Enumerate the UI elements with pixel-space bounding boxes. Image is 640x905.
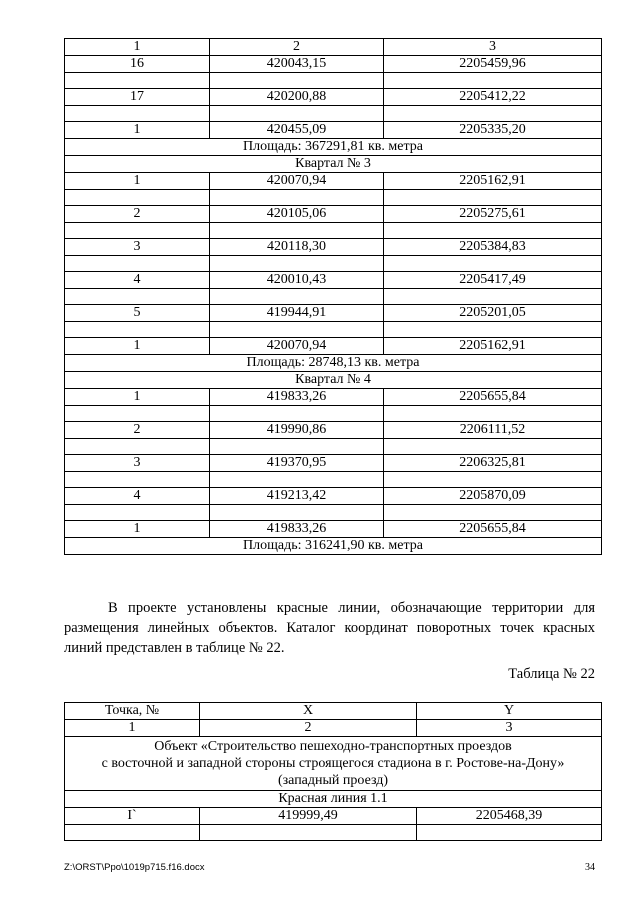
coordinate-y: 2205459,96 (384, 56, 602, 73)
coordinate-x: 420105,06 (210, 206, 384, 223)
section-label: Квартал № 4 (65, 372, 602, 389)
point-number: 1 (65, 122, 210, 139)
table-row (65, 389, 602, 406)
coordinate-y: 2205655,84 (384, 389, 602, 406)
coordinate-x: 419999,49 (200, 808, 417, 825)
header-cell: 1 (65, 39, 210, 56)
coordinate-y: 2205468,39 (417, 808, 602, 825)
table-spacer-row (65, 73, 602, 89)
point-number: 3 (65, 239, 210, 256)
table-row (65, 455, 602, 472)
coordinate-x: 420200,88 (210, 89, 384, 106)
table-section-row (65, 372, 602, 389)
point-number: 4 (65, 272, 210, 289)
point-number: 2 (65, 206, 210, 223)
coordinate-y: 2205275,61 (384, 206, 602, 223)
point-number: 5 (65, 305, 210, 322)
page-number: 34 (585, 862, 595, 873)
section-label: Площадь: 367291,81 кв. метра (65, 139, 602, 156)
table-spacer-row (65, 322, 602, 338)
column-number-row (65, 720, 602, 737)
table-section-row (65, 355, 602, 372)
point-number: 17 (65, 89, 210, 106)
coordinate-x: 420070,94 (210, 173, 384, 190)
point-number: I` (65, 808, 200, 825)
table-spacer-row (65, 223, 602, 239)
document-path: Z:\ORST\Ppo\1019p715.f16.docx (64, 862, 205, 873)
table-spacer-row (65, 289, 602, 305)
table-row (65, 305, 602, 322)
coordinate-x: 419990,86 (210, 422, 384, 439)
table-row (65, 422, 602, 439)
table-spacer-row (65, 106, 602, 122)
table-row (65, 56, 602, 73)
table-spacer-row (65, 190, 602, 206)
table-row (65, 239, 602, 256)
coordinate-x: 420043,15 (210, 56, 384, 73)
coordinate-y: 2205412,22 (384, 89, 602, 106)
point-number: 1 (65, 389, 210, 406)
table-spacer-row (65, 439, 602, 455)
red-lines-paragraph (64, 598, 595, 658)
table-row (65, 206, 602, 223)
point-number: 16 (65, 56, 210, 73)
object-title-line: с восточной и западной стороны строящегося стадиона в г. Ростове-на-Дону» (101, 756, 565, 771)
coordinates-table-body (65, 39, 602, 555)
coordinate-y: 2205655,84 (384, 521, 602, 538)
table-row (65, 173, 602, 190)
table-caption: Таблица № 22 (508, 666, 595, 682)
coordinate-x: 419213,42 (210, 488, 384, 505)
table-spacer-row (65, 825, 602, 841)
object-title-cell (65, 737, 602, 791)
header-cell-y: Y (417, 703, 602, 720)
coordinate-x: 419833,26 (210, 521, 384, 538)
table-row (65, 808, 602, 825)
coordinate-x: 420455,09 (210, 122, 384, 139)
coordinate-x: 419944,91 (210, 305, 384, 322)
table-spacer-row (65, 256, 602, 272)
coordinates-table-kvartals (64, 38, 602, 555)
coordinate-y: 2205870,09 (384, 488, 602, 505)
table-row (65, 338, 602, 355)
coordinate-y: 2205384,83 (384, 239, 602, 256)
section-label: Квартал № 3 (65, 156, 602, 173)
column-header-row (65, 703, 602, 720)
object-row (65, 737, 602, 791)
coordinate-y: 2205201,05 (384, 305, 602, 322)
paragraph-line: размещения линейных объектов. Каталог координат поворотных точек красных (64, 620, 595, 636)
coordinate-x: 419370,95 (210, 455, 384, 472)
coordinate-y: 2206325,81 (384, 455, 602, 472)
coordinate-x: 420070,94 (210, 338, 384, 355)
point-number: 1 (65, 521, 210, 538)
coordinate-x: 419833,26 (210, 389, 384, 406)
table-row (65, 122, 602, 139)
header-cell-point: Точка, № (65, 703, 200, 720)
header-cell: 3 (417, 720, 602, 737)
paragraph-line: линий представлен в таблице № 22. (64, 640, 285, 656)
point-number: 1 (65, 173, 210, 190)
point-number: 3 (65, 455, 210, 472)
table-spacer-row (65, 505, 602, 521)
table-row (65, 89, 602, 106)
paragraph-line: В проекте установлены красные линии, обозначающие территории для (108, 600, 595, 616)
red-line-title: Красная линия 1.1 (65, 791, 602, 808)
coordinate-x: 420010,43 (210, 272, 384, 289)
header-cell: 2 (210, 39, 384, 56)
table-section-row (65, 139, 602, 156)
coordinate-y: 2205335,20 (384, 122, 602, 139)
section-label: Площадь: 28748,13 кв. метра (65, 355, 602, 372)
coordinate-y: 2206111,52 (384, 422, 602, 439)
table-section-row (65, 156, 602, 173)
table-spacer-row (65, 472, 602, 488)
point-number: 2 (65, 422, 210, 439)
header-cell: 2 (200, 720, 417, 737)
table-row (65, 272, 602, 289)
table-row (65, 488, 602, 505)
coordinate-x: 420118,30 (210, 239, 384, 256)
table-section-row (65, 538, 602, 555)
table-header-row (65, 39, 602, 56)
point-number: 1 (65, 338, 210, 355)
header-cell: 1 (65, 720, 200, 737)
header-cell-x: X (200, 703, 417, 720)
coordinate-y: 2205162,91 (384, 338, 602, 355)
red-line-coordinates-table (64, 702, 602, 841)
section-label: Площадь: 316241,90 кв. метра (65, 538, 602, 555)
table-row (65, 521, 602, 538)
coordinate-y: 2205417,49 (384, 272, 602, 289)
header-cell: 3 (384, 39, 602, 56)
object-title-line: (западный проезд) (277, 773, 389, 788)
red-line-row (65, 791, 602, 808)
object-title-line: Объект «Строительство пешеходно-транспортных проездов (154, 739, 512, 754)
coordinate-y: 2205162,91 (384, 173, 602, 190)
table-spacer-row (65, 406, 602, 422)
point-number: 4 (65, 488, 210, 505)
